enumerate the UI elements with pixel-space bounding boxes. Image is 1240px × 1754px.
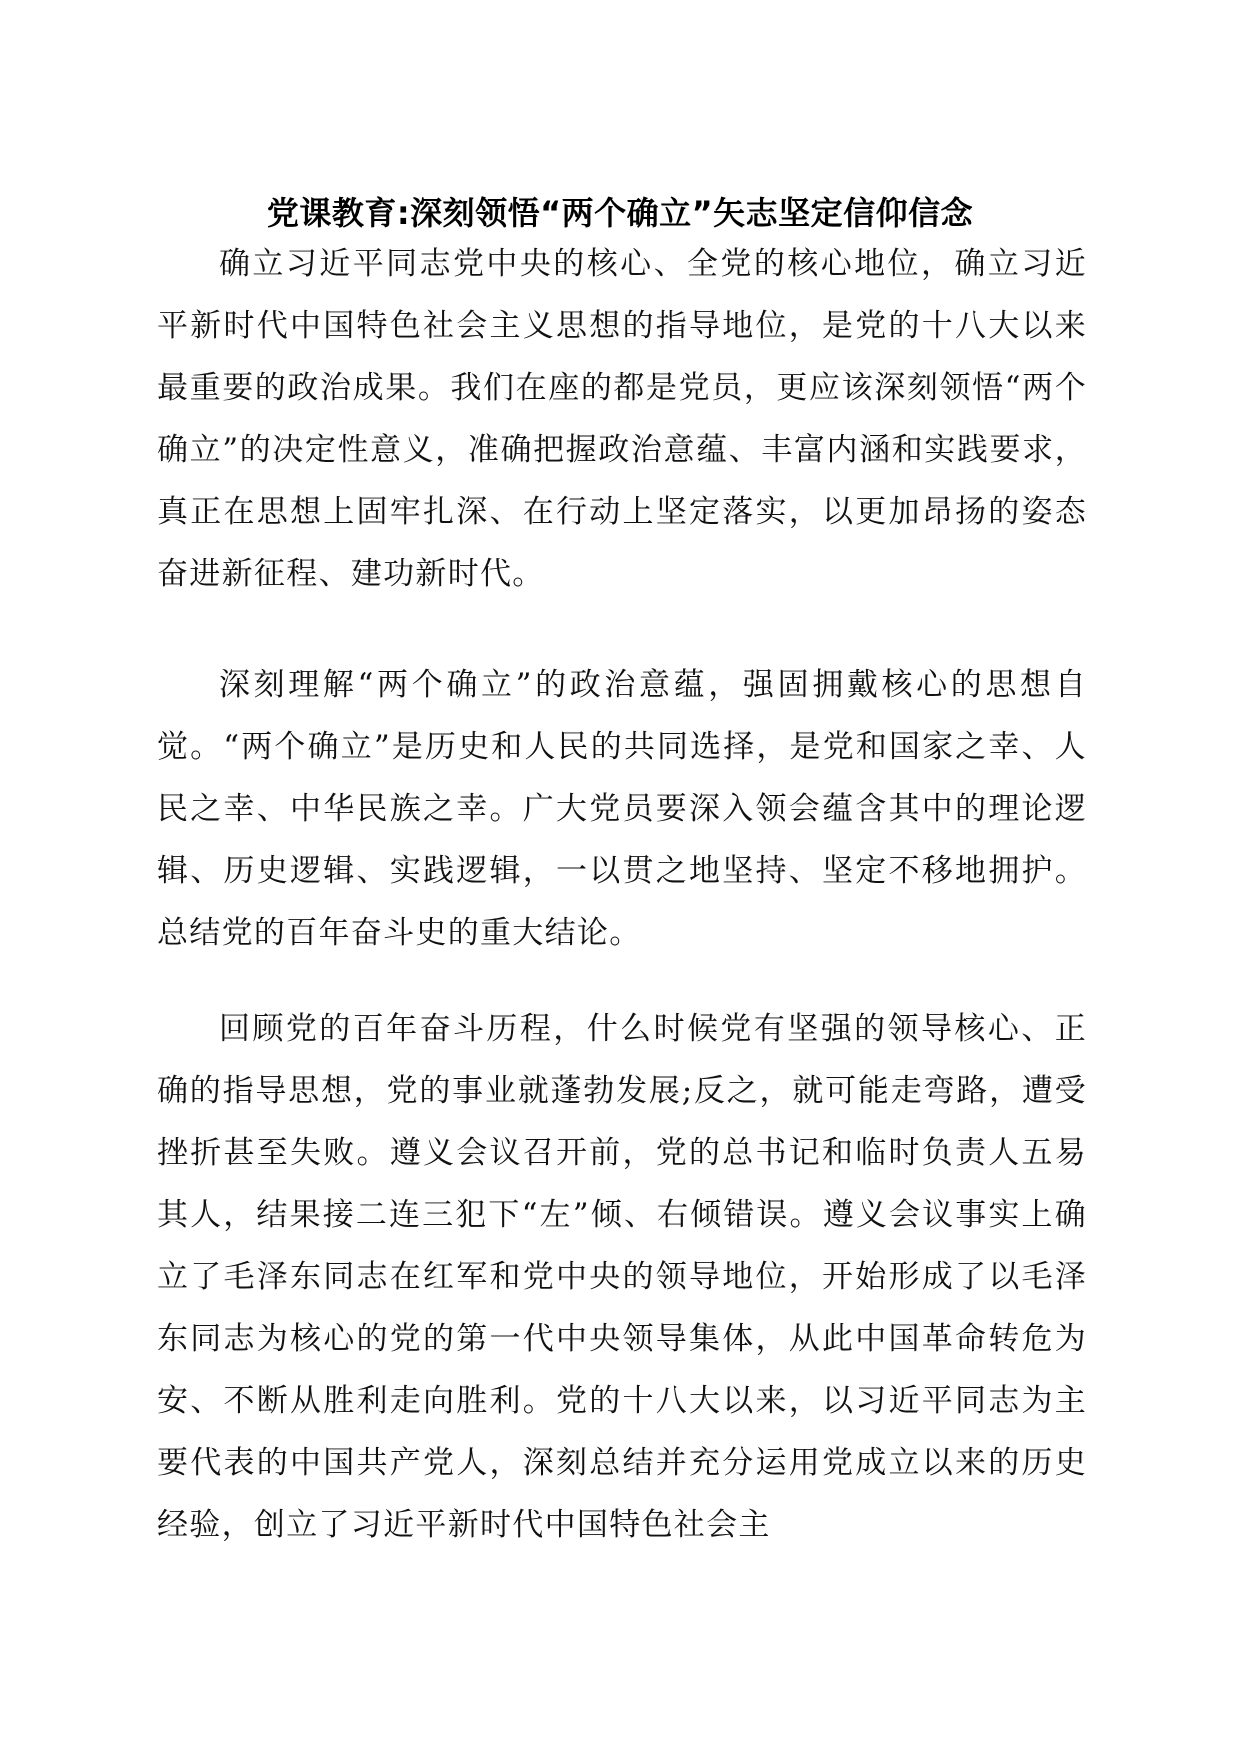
paragraph-3: 回顾党的百年奋斗历程，什么时候党有坚强的领导核心、正确的指导思想，党的事业就蓬勃发展;反之，就可能走弯路，遭受挫折甚至失败。遵义会议召开前，党的总书记和临时负责人五易其人，结果接二连三犯下“左”倾、右倾错误。遵义会议事实上确立了毛泽东同志在红军和党中央的领导地位，开始形成了以毛泽东同志为核心的党的第一代中央领导集体，从此中国革命转危为安、不断从胜利走向胜利。党的十八大以来，以习近平同志为主要代表的中国共产党人，深刻总结并充分运用党成立以来的历史经验，创立了习近平新时代中国特色社会主 — [157, 1011, 1087, 1543]
document-title: 党课教育:深刻领悟“两个确立”矢志坚定信仰信念 — [266, 194, 974, 232]
paragraph-3-block — [157, 998, 1087, 1556]
paragraph-1: 确立习近平同志党中央的核心、全党的核心地位，确立习近平新时代中国特色社会主义思想的指导地位，是党的十八大以来最重要的政治成果。我们在座的都是党员，更应该深刻领悟“两个确立”的决定性意义，准确把握政治意蕴、丰富内涵和实践要求，真正在思想上固牢扎深、在行动上坚定落实，以更加昂扬的姿态奋进新征程、建功新时代。 — [157, 246, 1087, 592]
paragraph-2-block — [157, 654, 1087, 964]
paragraph-1-block — [157, 233, 1087, 605]
paragraph-2: 深刻理解“两个确立”的政治意蕴，强固拥戴核心的思想自觉。“两个确立”是历史和人民的共同选择，是党和国家之幸、人民之幸、中华民族之幸。广大党员要深入领会蕴含其中的理论逻辑、历史逻辑、实践逻辑，一以贯之地坚持、坚定不移地拥护。总结党的百年奋斗史的重大结论。 — [157, 667, 1087, 951]
